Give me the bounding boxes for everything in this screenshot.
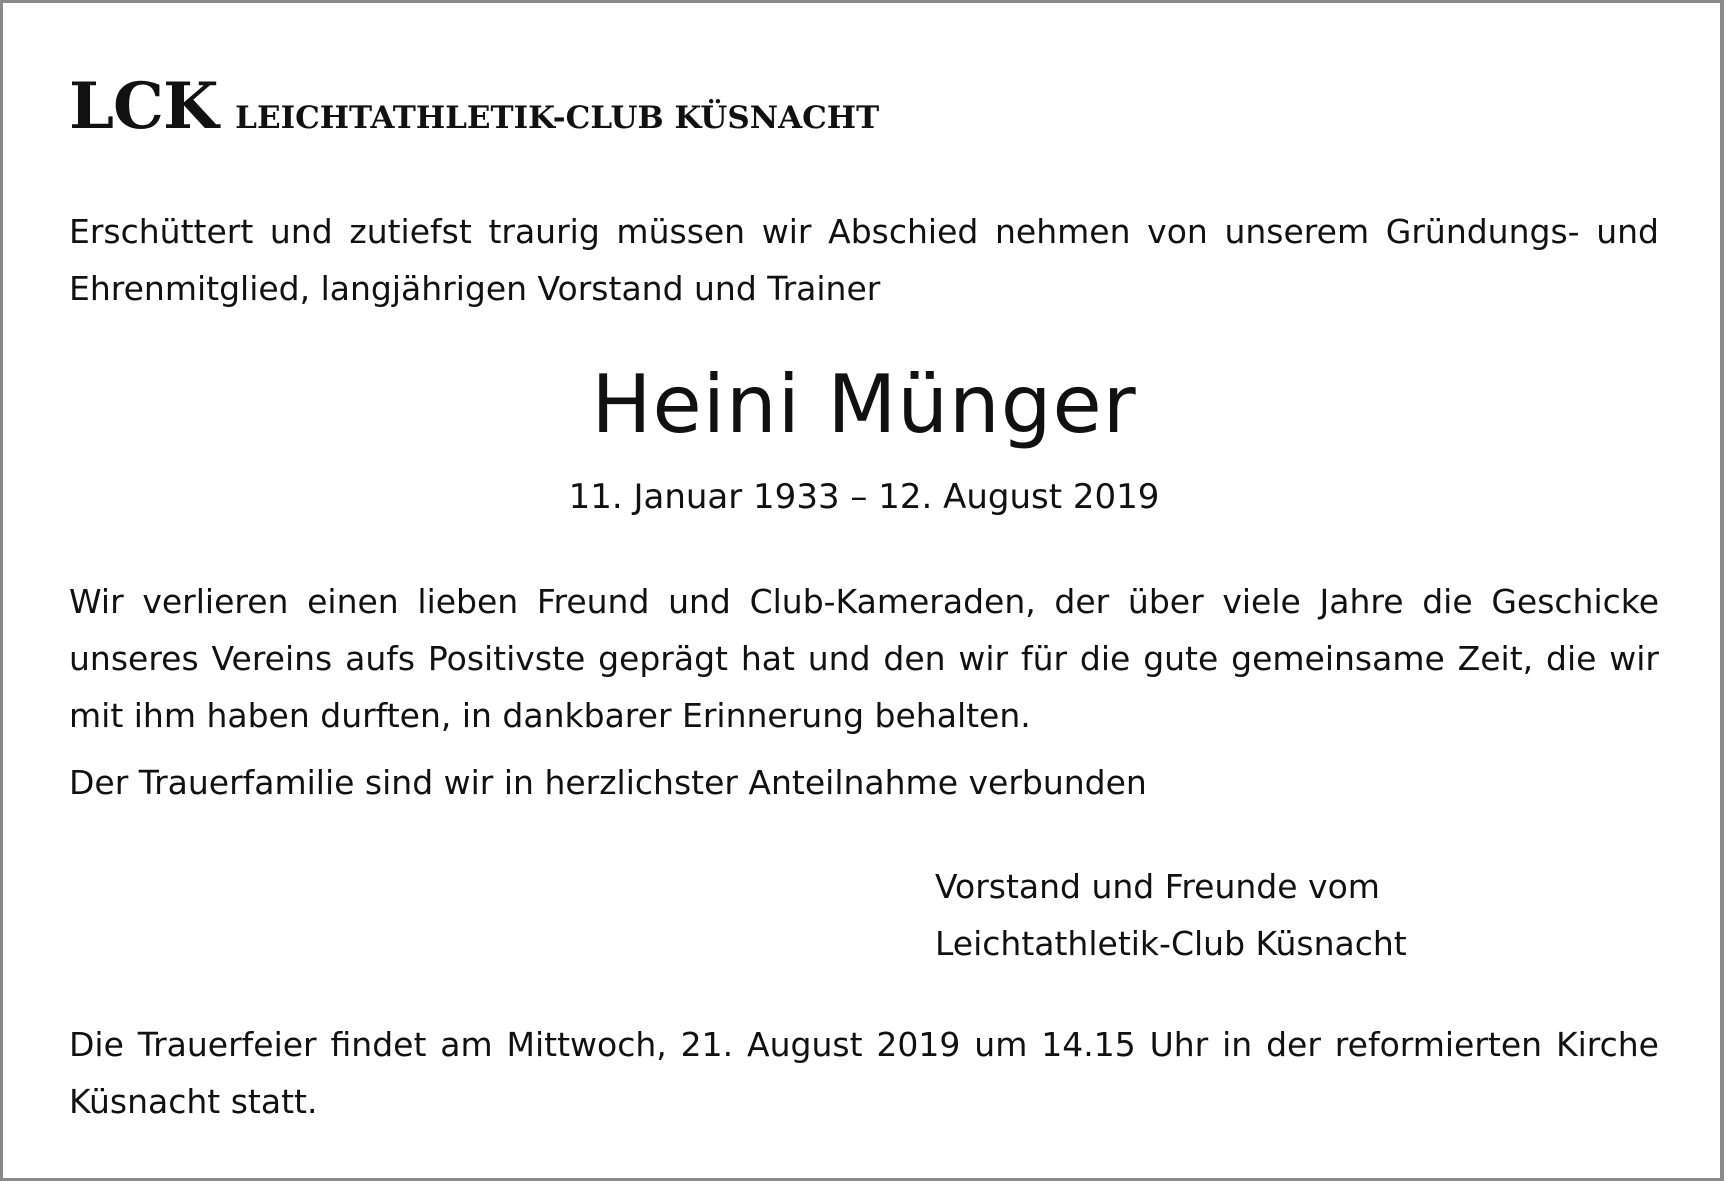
club-logo-text: LCK	[69, 69, 218, 144]
intro-text: Erschüttert und zutiefst traurig müssen wir Abschied nehmen von unserem Gründungs- und Ehrenmitglied, langjährigen Vorstand und Trainer	[69, 212, 1659, 308]
signature-block	[935, 858, 1407, 972]
service-info: Die Trauerfeier findet am Mittwoch, 21. August 2019 um 14.15 Uhr in der reformierten Kirche Küsnacht statt.	[69, 1025, 1659, 1121]
deceased-name: Heini Münger	[591, 358, 1137, 451]
tribute-text: Wir verlieren einen lieben Freund und Club-Kameraden, der über viele Jahre die Geschicke unseres Vereins aufs Positivste geprägt hat und den wir für die gute gemeinsame Zeit, die wir mit ihm haben durften, in dankbarer Erinnerung behalten.	[69, 582, 1659, 735]
signature-line-2: Leichtathletik-Club Küsnacht	[935, 924, 1407, 963]
condolence-text: Der Trauerfamilie sind wir in herzlichster Anteilnahme verbunden	[69, 763, 1147, 802]
signature-line-1: Vorstand und Freunde vom	[935, 867, 1380, 906]
club-name: LEICHTATHLETIK-CLUB KÜSNACHT	[235, 100, 880, 136]
club-header	[69, 69, 879, 144]
life-dates: 11. Januar 1933 – 12. August 2019	[568, 477, 1160, 517]
